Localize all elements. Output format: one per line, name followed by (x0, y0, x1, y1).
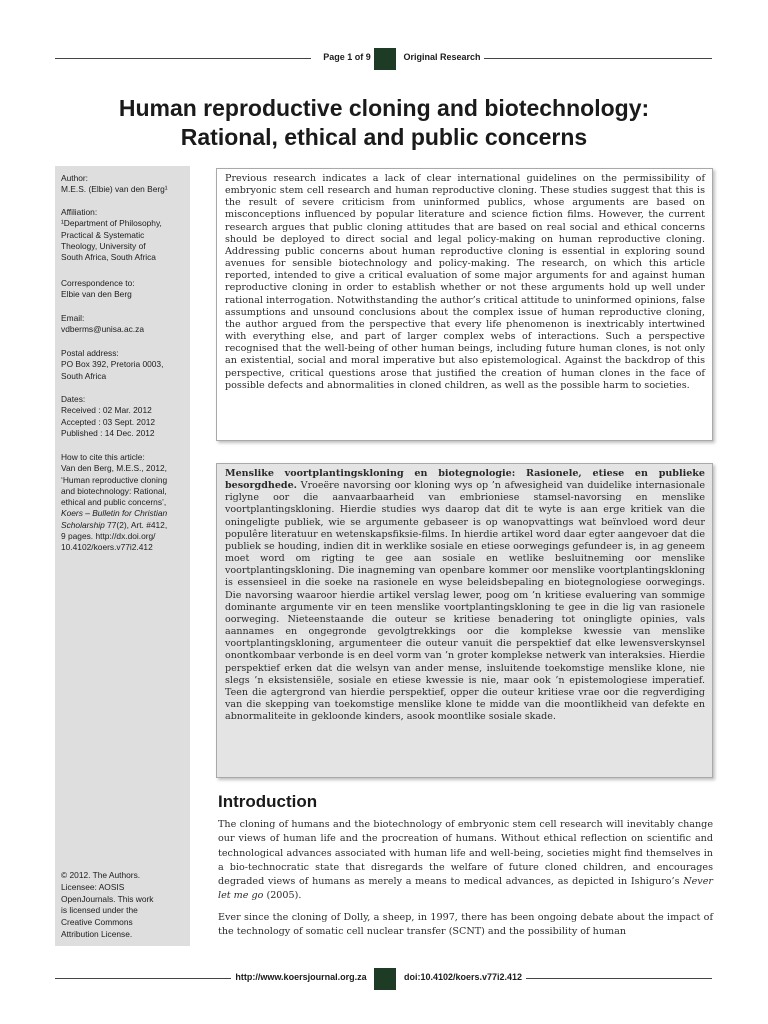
citation-doi-link[interactable]: 9 pages. http://dx.doi.org/ (61, 531, 156, 542)
abstract-box (216, 168, 713, 441)
citation-line: ‘Human reproductive cloning (61, 474, 168, 485)
title-line-1: Human reproductive cloning and biotechnology: (118, 95, 650, 121)
citation-line: ethical and public concerns’, (61, 497, 167, 508)
postal-line: South Africa (61, 370, 107, 381)
email-label: Email: (61, 313, 85, 323)
book-title: Never let me go (218, 876, 713, 902)
copyright-line: Licensee: AOSIS (61, 881, 125, 892)
author-info (61, 173, 191, 196)
correspondence-name: Elbie van den Berg (61, 289, 132, 300)
introduction-heading: Introduction (218, 792, 318, 811)
citation-journal: Koers – Bulletin for Christian (61, 508, 168, 519)
affiliation-info (61, 207, 191, 263)
page-indicator: Page 1 of 9 (323, 52, 371, 62)
affiliation-line: ¹Department of Philosophy, (61, 218, 162, 229)
copyright-line: is licensed under the (61, 905, 138, 916)
date-published: Published : 14 Dec. 2012 (61, 427, 155, 438)
header-square (374, 48, 396, 70)
intro-p1-text: The cloning of humans and the biotechnology of embryonic stem cell research will inevitably change our views of human life and the procreation of humans. Without ethical reflection on scientific and technological advances associated with human life and well-being, societies might find themselves in a bio-technocratic state that disregards the welfare of future cloned children, and encourages degraded views of humans as merely a means to medical advances, as depicted in Ishiguro’s (218, 819, 713, 888)
date-received: Received : 02 Mar. 2012 (61, 405, 152, 416)
abstract-text: Previous research indicates a lack of clear international guidelines on the permissibility of embryonic stem cell research and human reproductive cloning. These studies suggest that this is the result of severe criticism from uninformed publics, whose arguments are based on misconceptions influenced by popular literature and science fiction films. However, the current research argues that public cloning attitudes that are based on real social and ethical concerns should be deployed to direct social and legal policy-making on human reproductive cloning. Addressing public concerns about human reproductive cloning is essential in exploring sound avenues for sensible biotechnology and policy-making. The research, on which this article reported, intended to give a critical evaluation of some major arguments for and against human reproductive cloning in order to establish whether or not these arguments hold up well under rational interrogation. Notwithstanding the author’s critical attitude to uninformed opinions, false assumptions and unsound conclusions about the complex issue of human reproductive cloning, the author argued from the perspective that every life phenomenon is inextricably intertwined with everything else, and part of larger complex webs of interactions. Such a perspective recognised that the well-being of other human beings, including future human clones, is not only an existential, social and moral imperative but also epistemological. Against the backdrop of this perspective, critical questions arose that justified the creation of human clones in the face of possible defects and abnormalities in cloned children, as well as the possible harm to societies. (225, 173, 705, 391)
afrikaans-text: Vroeëre navorsing oor kloning wys op ’n afwesigheid van duidelike internasionale riglyne oor die aanvaarbaarheid van embrioniese stamsel-navorsing en menslike voortplantingskloning. Hierdie studies wys daarop dat dit te wyte is aan erge kritiek van die oningeligte publiek, wie se argumente gebaseer is op wanopvattings wat beïnvloed word deur populêre literatuur en wetenskapsfiksie-films. In hierdie artikel word daar egter aangevoer dat die publiek se houding, indien dit in werklike sosiale en etiese oorwegings gefundeer is, in ag geneem moet word om rigting te gee aan sosiale en wetlike besluitneming oor menslike voortplantingskloning. Die inagneming van openbare kommer oor menslike voortplantingskloning is essensieel in die soeke na rasionele en wyse beleidsbepaling en biotegnologiese oorwegings. Die navorsing waaroor hierdie artikel verslag lewer, poog om ’n kritiese evaluering van sommige dominante argumente vir en teen menslike voortplantingskloning te gee in die lig van rasionele oorweging. Nieteenstaande die outeur se kritiese benadering tot oningligte opinies, vals aannames en ongegronde gevolgtrekkings oor die komplekse kwessie van menslike voortplantingskloning, argumenteer die outeur vanuit die perspektief dat elke lewensverskynsel onontkombaar verbonde is en deel vorm van ’n groter komplekse netwerk van interaksies. Hierdie perspektief erken dat die welsyn van ander mense, insluitende toekomstige menslike klone, nie slegs ’n eksistensiële, sosiale en etiese kwessie is nie, maar ook ’n epistemologiese imperatief. Teen die agtergrond van hierdie perspektief, opper die outeur kritiese vrae oor die regverdiging van die skepping van toekomstige menslike klone te midde van die moontlikheid van defekte en abnormaliteite in gekloonde kinders, asook moontlike sosiale skade. (225, 480, 705, 723)
citation-doi-link[interactable]: 10.4102/koers.v77i2.412 (61, 542, 153, 553)
copyright-notice (61, 870, 186, 941)
afrikaans-title: Menslike voortplantingskloning en biotegnologie: Rasionele, etiese en publieke besorgdhede. (225, 468, 705, 492)
postal-label: Postal address: (61, 348, 119, 358)
afrikaans-abstract-box (216, 463, 713, 778)
copyright-line: Creative Commons (61, 917, 133, 928)
intro-paragraph-1 (218, 818, 713, 904)
citation-line: Van den Berg, M.E.S., 2012, (61, 463, 167, 474)
copyright-line: OpenJournals. This work (61, 893, 154, 904)
affiliation-line: Theology, University of (61, 240, 146, 251)
article-title (40, 94, 728, 152)
journal-url-link[interactable]: http://www.koersjournal.org.za (235, 972, 367, 982)
dates-info (61, 394, 191, 439)
affiliation-line: Practical & Systematic (61, 229, 145, 240)
intro-paragraph-2: Ever since the cloning of Dolly, a sheep, in 1997, there has been ongoing debate about the impact of the technology of somatic cell nuclear transfer (SCNT) and the possibility of human (218, 911, 713, 938)
citation-info (61, 452, 191, 554)
header-rule-right (484, 58, 712, 59)
title-line-2: Rational, ethical and public concerns (180, 124, 588, 150)
citation-article-number: 77(2), Art. #412, (104, 519, 168, 530)
afrikaans-abstract (225, 468, 705, 723)
copyright-line: © 2012. The Authors. (61, 870, 141, 880)
author-name: M.E.S. (Elbie) van den Berg¹ (61, 184, 168, 195)
correspondence-label: Correspondence to: (61, 278, 135, 288)
affiliation-label: Affiliation: (61, 207, 98, 217)
affiliation-line: South Africa, South Africa (61, 252, 156, 263)
date-accepted: Accepted : 03 Sept. 2012 (61, 416, 156, 427)
author-label: Author: (61, 173, 89, 183)
footer-rule-right (526, 978, 712, 979)
postal-info (61, 348, 191, 382)
dates-label: Dates: (61, 394, 86, 404)
header-rule-left (55, 58, 311, 59)
introduction-body (218, 818, 713, 939)
copyright-line: Attribution License. (61, 928, 133, 939)
section-label: Original Research (403, 52, 481, 62)
intro-p1-end: (2005). (263, 890, 302, 902)
citation-label: How to cite this article: (61, 452, 145, 462)
doi-link[interactable]: doi:10.4102/koers.v77i2.412 (403, 972, 523, 982)
citation-line: and biotechnology: Rational, (61, 485, 167, 496)
citation-journal-cont: Scholarship (61, 519, 105, 530)
citation-volume (61, 520, 191, 531)
email-link[interactable]: vdberms@unisa.ac.za (61, 324, 144, 335)
correspondence-info (61, 278, 191, 301)
email-info (61, 313, 191, 336)
postal-line: PO Box 392, Pretoria 0003, (61, 359, 164, 370)
footer-square (374, 968, 396, 990)
footer-rule-left (55, 978, 231, 979)
